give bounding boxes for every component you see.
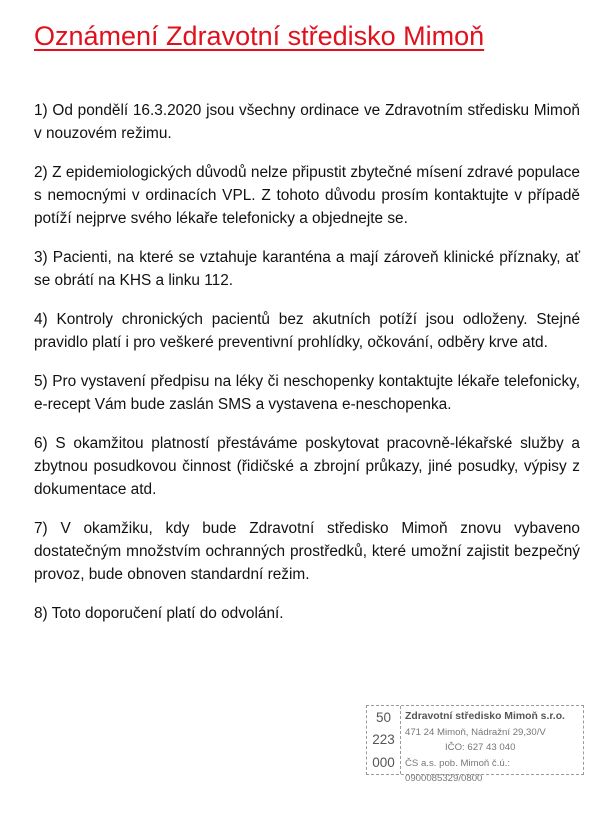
stamp-number: 223	[372, 732, 395, 748]
stamp-number: 50	[375, 709, 392, 725]
notice-item-1: 1) Od pondělí 16.3.2020 jsou všechny ordinace ve Zdravotním středisku Mimoň v nouzovém režimu.	[34, 102, 580, 142]
stamp-numbers	[367, 706, 401, 774]
notice-item-6: 6) S okamžitou platností přestáváme poskytovat pracovně-lékařské služby a zbytnou posudkovou činnost (řidičské a zbrojní průkazy, jiné posudky, výpisy z dokumentace atd.	[34, 435, 580, 498]
notice-item-3: 3) Pacienti, na které se vztahuje karanténa a mají zároveň klinické příznaky, ať se obrátí na KHS a linku 112.	[34, 249, 580, 289]
stamp-text	[405, 709, 580, 787]
stamp-ico: IČO: 627 43 040	[445, 742, 516, 753]
notice-item-8: 8) Toto doporučení platí do odvolání.	[34, 605, 284, 622]
company-stamp	[366, 705, 584, 784]
stamp-address: 471 24 Mimoň, Nádražní 29,30/V	[405, 726, 546, 738]
stamp-number: 000	[372, 755, 395, 771]
notice-item-2: 2) Z epidemiologických důvodů nelze připustit zbytečné mísení zdravé populace s nemocnými v ordinacích VPL. Z tohoto důvodu prosím kontaktujte v případě potíží nejprve svého lékaře telefonicky a objednejte se.	[34, 164, 580, 227]
notice-item-4: 4) Kontroly chronických pacientů bez akutních potíží jsou odloženy. Stejné pravidlo platí i pro veškeré preventivní prohlídky, očkování, odběry krve atd.	[34, 311, 580, 351]
notice-item-7: 7) V okamžiku, kdy bude Zdravotní středisko Mimoň znovu vybaveno dostatečným množstvím ochranných prostředků, které umožní zajistit bezpečný provoz, bude obnoven standardní režim.	[34, 520, 580, 583]
notice-items	[34, 99, 580, 641]
stamp-company-name: Zdravotní středisko Mimoň s.r.o.	[405, 711, 565, 722]
notice-item-5: 5) Pro vystavení předpisu na léky či neschopenky kontaktujte lékaře telefonicky, e-recept Vám bude zaslán SMS a vystavena e-neschopenka.	[34, 373, 580, 413]
notice-title: Oznámení Zdravotní středisko Mimoň	[34, 21, 485, 51]
stamp-bank-account: ČS a.s. pob. Mimoň č.ú.: 0900085329/0800	[405, 757, 511, 784]
